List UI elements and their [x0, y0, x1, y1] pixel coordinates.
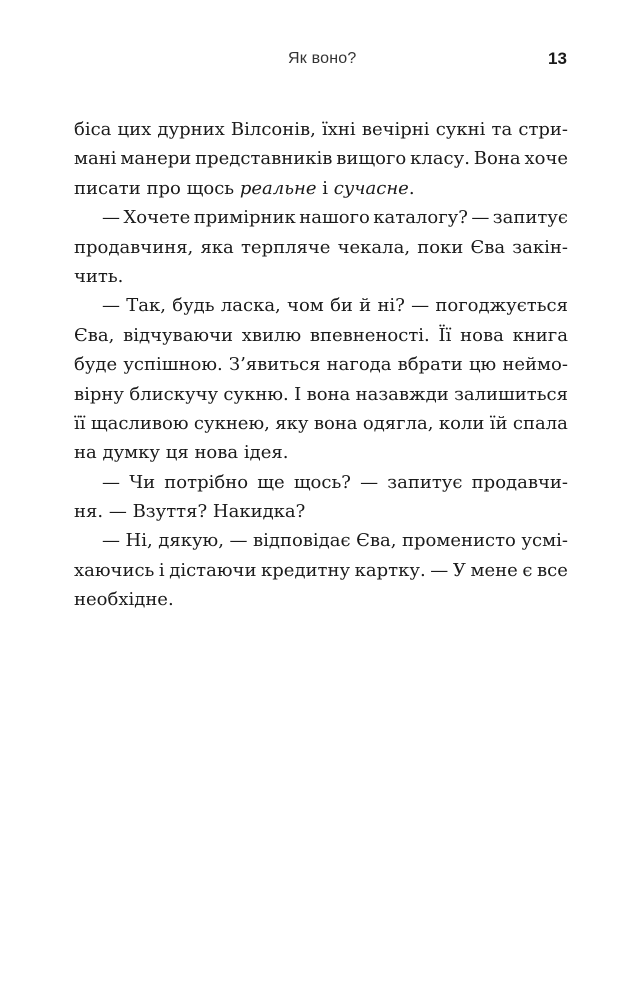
text-line [74, 556, 568, 585]
word: одягла, [362, 412, 434, 434]
word: Єва, [74, 324, 115, 346]
word: — [102, 207, 120, 229]
word: щасливою [90, 412, 189, 434]
word: Так, [126, 295, 166, 317]
word: яка [200, 236, 234, 258]
text-line [74, 291, 568, 320]
word: сукні [435, 119, 486, 140]
word: яку [275, 412, 309, 434]
word: продавчи- [471, 471, 568, 493]
word: поки [417, 236, 464, 258]
word: сукнею, [193, 412, 270, 434]
italic-word: реальне [239, 177, 317, 199]
word [240, 174, 317, 203]
word: Чи [129, 471, 156, 493]
word: ще [257, 471, 285, 493]
word: цю [468, 354, 497, 376]
word: відчуваючи [123, 324, 233, 346]
word: продавчиня, [74, 236, 194, 258]
word: її [74, 412, 86, 434]
text-line [74, 350, 568, 379]
word: нова [460, 324, 504, 346]
word: променисто [402, 530, 516, 552]
word: і [322, 177, 329, 199]
word: Єва, [356, 530, 397, 552]
text-line [74, 321, 568, 350]
word: дякую, [158, 530, 224, 552]
word: — [411, 295, 430, 317]
word: є [522, 559, 533, 581]
running-header [0, 46, 642, 76]
page-number: 13 [548, 49, 567, 68]
word: сучасне. [333, 177, 415, 199]
text-line [74, 174, 568, 203]
word: книга [512, 324, 568, 346]
word: ні? [377, 295, 405, 317]
text-line [74, 115, 568, 144]
text-line [74, 468, 568, 497]
word: думку [102, 442, 160, 464]
running-title: Як воно? [288, 50, 357, 67]
word: потрібно [164, 471, 249, 493]
word: й [359, 295, 372, 317]
word: — [102, 471, 120, 493]
word: їй [489, 412, 508, 434]
text-line [74, 380, 568, 409]
word: хвилю [241, 324, 302, 346]
word: дурних [157, 119, 225, 140]
word: чить. [74, 265, 124, 287]
word: сукню. [223, 383, 289, 405]
word: мене [470, 559, 518, 581]
word: неймо- [502, 354, 568, 376]
word: погоджується [435, 295, 568, 317]
word: — [430, 559, 449, 581]
word: вона [313, 412, 358, 434]
word: хоче [524, 148, 568, 170]
word: дістаючи [169, 559, 257, 581]
word: ласка, [220, 295, 281, 317]
word: З’явиться [228, 354, 321, 376]
word: — [108, 501, 127, 523]
italic-word: сучасне [333, 177, 409, 199]
word: щось? [293, 471, 351, 493]
word: їхні [322, 119, 356, 140]
word: — [360, 471, 379, 493]
word: вбрати [397, 354, 463, 376]
word: У [452, 559, 466, 581]
word: про [146, 177, 181, 199]
word: закін- [512, 236, 568, 258]
word: Вілсонів, [230, 119, 316, 140]
word: — [102, 530, 120, 552]
word: буде [74, 354, 118, 376]
text-line [74, 526, 568, 555]
word: І [294, 383, 302, 405]
word: каталогу? [373, 207, 468, 229]
word: картку. [354, 559, 426, 581]
word: спала [512, 412, 568, 434]
word: цих [117, 119, 152, 140]
text-line [74, 497, 568, 526]
word: щось [186, 177, 235, 199]
word: Вона [473, 148, 521, 170]
word: Її [438, 324, 452, 346]
word: коли [438, 412, 485, 434]
text-line [74, 233, 568, 262]
word: манери [120, 148, 192, 170]
word: терпляче [240, 236, 331, 258]
word: би [330, 295, 353, 317]
word: нова [194, 442, 239, 464]
text-line [74, 438, 568, 467]
word: біса [74, 119, 112, 140]
word: примірник [193, 207, 296, 229]
word: Взуття? [132, 501, 208, 523]
word: мані [74, 148, 117, 170]
word: вечірні [361, 119, 430, 140]
word: хаючись [74, 559, 155, 581]
word: Єва [470, 236, 506, 258]
word: нашого [299, 207, 370, 229]
word: — [229, 530, 248, 552]
text-line [74, 262, 568, 291]
word: ідея. [243, 442, 289, 464]
word: необхідне. [74, 589, 174, 611]
word: запитує [492, 207, 568, 229]
word: успішною. [123, 354, 223, 376]
word: на [74, 442, 97, 464]
word: запитує [387, 471, 463, 493]
text-line [74, 409, 568, 438]
word: відповідає [252, 530, 351, 552]
word: впевненості. [309, 324, 430, 346]
body-text [74, 115, 568, 615]
word: ня. [74, 501, 104, 523]
word: класу. [410, 148, 470, 170]
text-line [74, 144, 568, 173]
word: представників [195, 148, 333, 170]
word: все [537, 559, 568, 581]
word: будь [172, 295, 215, 317]
word: — [471, 207, 490, 229]
word: писати [74, 177, 141, 199]
text-line [74, 585, 568, 614]
word: стри- [518, 119, 568, 140]
word: ця [165, 442, 189, 464]
word: Накидка? [212, 501, 306, 523]
word: — [102, 295, 120, 317]
word: та [491, 119, 513, 140]
word: кредитну [261, 559, 351, 581]
word: блискучу [129, 383, 219, 405]
word: вищого [336, 148, 407, 170]
word: чом [287, 295, 324, 317]
word: усмі- [521, 530, 568, 552]
word: нагода [326, 354, 392, 376]
word: вона [306, 383, 351, 405]
word: чекала, [337, 236, 411, 258]
word: Ні, [125, 530, 153, 552]
word: Хочете [123, 207, 191, 229]
word: залишиться [454, 383, 568, 405]
word: вірну [74, 383, 125, 405]
word: і [158, 559, 165, 581]
text-line [74, 203, 568, 232]
word: назавжди [355, 383, 449, 405]
